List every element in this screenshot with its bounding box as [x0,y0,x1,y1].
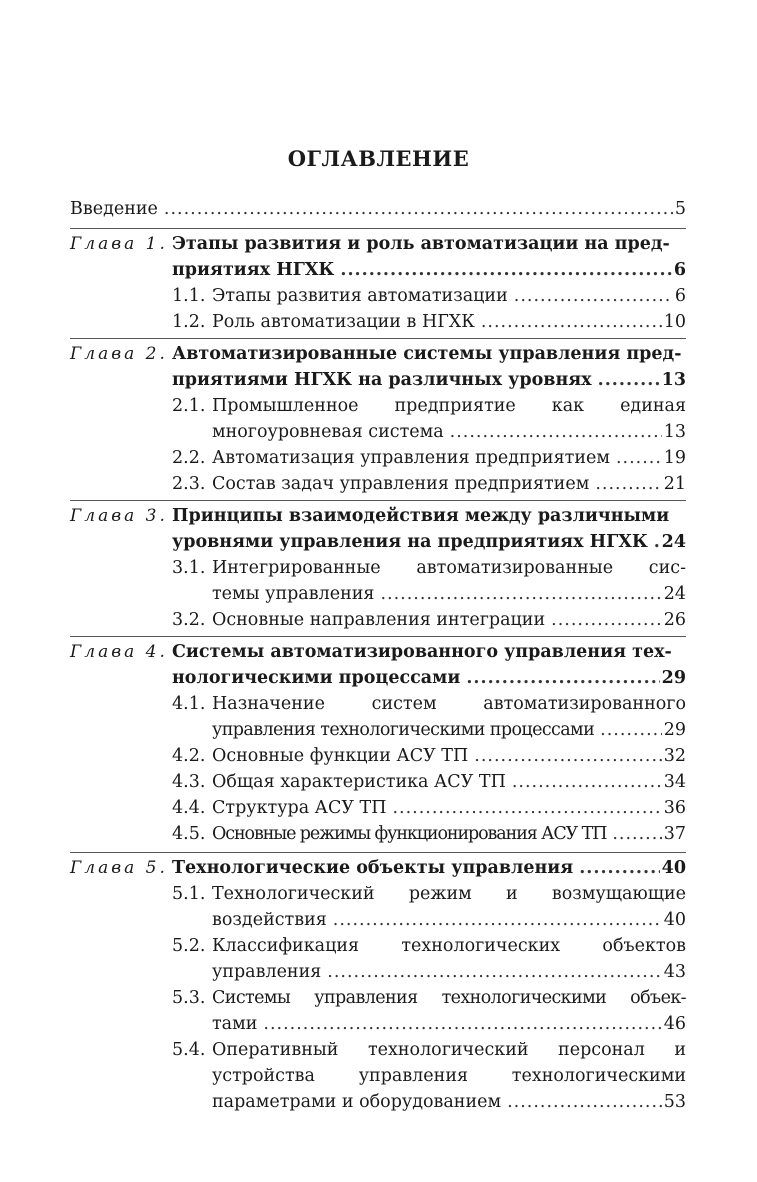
divider [70,338,686,339]
toc-entry-section-cont[interactable] [212,581,686,607]
dot-leader [512,769,662,795]
page-number: 26 [663,610,686,630]
toc-entry-section[interactable] [172,821,686,847]
toc-entry-section[interactable] [172,691,686,717]
toc-entry-section[interactable] [172,309,686,335]
section-title: управления технологическими процессами [212,720,595,740]
chapter-title-line: Системы автоматизированного управления тех- [172,642,672,662]
section-title: Оперативный технологический персонал и [212,1040,686,1060]
divider [70,228,686,229]
dot-leader [551,607,662,633]
page-number: 6 [674,286,686,306]
toc-entry-section[interactable] [172,1037,686,1063]
page-number: 53 [663,1092,686,1112]
page-number: 10 [663,312,686,332]
toc-entry-chapter-2[interactable] [172,341,686,367]
toc-entry-section[interactable] [172,471,686,497]
toc-entry-section[interactable] [172,393,686,419]
chapter-title-line: Технологические объекты управления [172,858,574,878]
section-number: 3.2. [172,610,206,630]
toc-entry-section[interactable] [172,933,686,959]
divider [70,852,686,853]
dot-leader [616,445,662,471]
section-title: Автоматизация управления предприятием [212,448,610,468]
page-number: 34 [663,772,686,792]
toc-entry-section-cont[interactable] [212,1089,686,1115]
toc-entry-section[interactable] [172,555,686,581]
entry-label: Введение [70,199,158,219]
section-title: Общая характеристика АСУ ТП [212,772,506,792]
dot-leader [263,1011,661,1037]
dot-leader [466,665,659,691]
page-number: 24 [661,532,686,552]
toc-entry-section[interactable] [172,283,686,309]
toc-entry-section-cont[interactable] [212,907,686,933]
toc-entry-section[interactable] [172,743,686,769]
page-number: 46 [663,1014,686,1034]
dot-leader [507,1089,662,1115]
dot-leader [600,717,662,743]
dot-leader [327,959,661,985]
section-title: Основные функции АСУ ТП [212,746,469,766]
chapter-title-line: Этапы развития и роль автоматизации на пред- [172,234,670,254]
section-title: тами [212,1014,258,1034]
chapter-label: Глава 1. [70,234,168,254]
section-title: Основные режимы функционирования АСУ ТП [212,824,607,844]
section-title: Промышленное предприятие как единая [212,396,686,416]
toc-entry-chapter-3[interactable] [172,503,686,529]
section-number: 5.1. [172,884,206,904]
chapter-title-line: уровнями управления на предприятиях НГХК [172,532,648,552]
toc-entry-section-cont[interactable] [212,959,686,985]
toc-entry-section[interactable] [172,795,686,821]
page-number: 36 [663,798,686,818]
page-number: 6 [673,260,686,280]
section-title: Технологический режим и возмущающие [212,884,686,904]
page-number: 43 [663,962,686,982]
dot-leader [474,743,661,769]
chapter-title-line: Автоматизированные системы управления пред- [172,344,682,364]
page-number: 29 [663,720,686,740]
dot-leader [333,907,662,933]
dot-leader [579,855,659,881]
section-number: 2.2. [172,448,206,468]
chapter-title-line: приятиями НГХК на различных уровнях [172,370,592,390]
toc-entry-chapter-1[interactable] [172,231,686,257]
dot-leader [514,283,673,309]
section-number: 3.1. [172,558,206,578]
toc-entry-section[interactable] [172,769,686,795]
section-title: Классификация технологических объектов [212,936,686,956]
section-number: 4.1. [172,694,206,714]
section-title: воздействия [212,910,327,930]
section-title: Этапы развития автоматизации [212,286,508,306]
section-number: 5.3. [172,988,206,1008]
section-title: темы управления [212,584,375,604]
toc-entry-chapter-1-end[interactable] [172,257,686,283]
divider [70,500,686,501]
toc-entry-section[interactable] [172,881,686,907]
chapter-label: Глава 2. [70,344,168,364]
toc-entry-section[interactable] [172,607,686,633]
section-title: Основные направления интеграции [212,610,546,630]
toc-entry-chapter-4-end[interactable] [172,665,686,691]
section-number: 1.2. [172,312,206,332]
page-number: 13 [661,370,686,390]
page-title: ОГЛАВЛЕНИЕ [287,146,470,171]
section-number: 5.2. [172,936,206,956]
toc-entry-section-cont[interactable] [212,1063,686,1089]
dot-leader [450,419,662,445]
toc-entry-intro[interactable] [70,196,686,222]
section-number: 4.4. [172,798,206,818]
dot-leader [380,581,661,607]
toc-entry-section-cont[interactable] [212,1011,686,1037]
dot-leader [654,529,660,555]
section-title: устройства управления технологическими [212,1066,686,1086]
section-number: 4.2. [172,746,206,766]
toc-entry-chapter-3-end[interactable] [172,529,686,555]
dot-leader [595,471,661,497]
dot-leader [481,309,662,335]
section-number: 1.1. [172,286,206,306]
section-number: 2.3. [172,474,206,494]
page-number: 40 [663,910,686,930]
chapter-title-line: нологическими процессами [172,668,461,688]
page-number: 13 [663,422,686,442]
section-title: Структура АСУ ТП [212,798,387,818]
toc-entry-chapter-4[interactable] [172,639,686,665]
page-number: 24 [663,584,686,604]
section-title: параметрами и оборудованием [212,1092,502,1112]
divider [70,636,686,637]
section-title: Интегрированные автоматизированные сис- [212,558,686,578]
toc-entry-chapter-2-end[interactable] [172,367,686,393]
chapter-label: Глава 5. [70,858,168,878]
section-title: Системы управления технологическими объек- [212,988,686,1008]
section-number: 5.4. [172,1040,206,1060]
dot-leader [598,367,660,393]
page-number: 5 [674,199,686,219]
dot-leader [612,821,661,847]
page-number: 32 [663,746,686,766]
dot-leader [392,795,661,821]
chapter-label: Глава 3. [70,506,168,526]
chapter-label: Глава 4. [70,642,168,662]
section-number: 2.1. [172,396,206,416]
chapter-title-line: приятиях НГХК [172,260,335,280]
section-title: Назначение систем автоматизированного [212,694,686,714]
section-number: 4.5. [172,824,206,844]
page-number: 19 [663,448,686,468]
toc-entry-section[interactable] [172,445,686,471]
dot-leader [164,196,673,222]
toc-entry-section-cont[interactable] [212,717,686,743]
section-title: многоуровневая система [212,422,444,442]
section-number: 4.3. [172,772,206,792]
section-title: Роль автоматизации в НГХК [212,312,475,332]
chapter-title-line: Принципы взаимодействия между различными [172,506,670,526]
toc-entry-section-cont[interactable] [212,419,686,445]
section-title: управления [212,962,322,982]
page-number: 37 [663,824,686,844]
section-title: Состав задач управления предприятием [212,474,590,494]
page-number: 21 [663,474,686,494]
toc-entry-section[interactable] [172,985,686,1011]
page-number: 40 [661,858,686,878]
page-number: 29 [661,668,686,688]
dot-leader [340,257,671,283]
toc-entry-chapter-5[interactable] [172,855,686,881]
